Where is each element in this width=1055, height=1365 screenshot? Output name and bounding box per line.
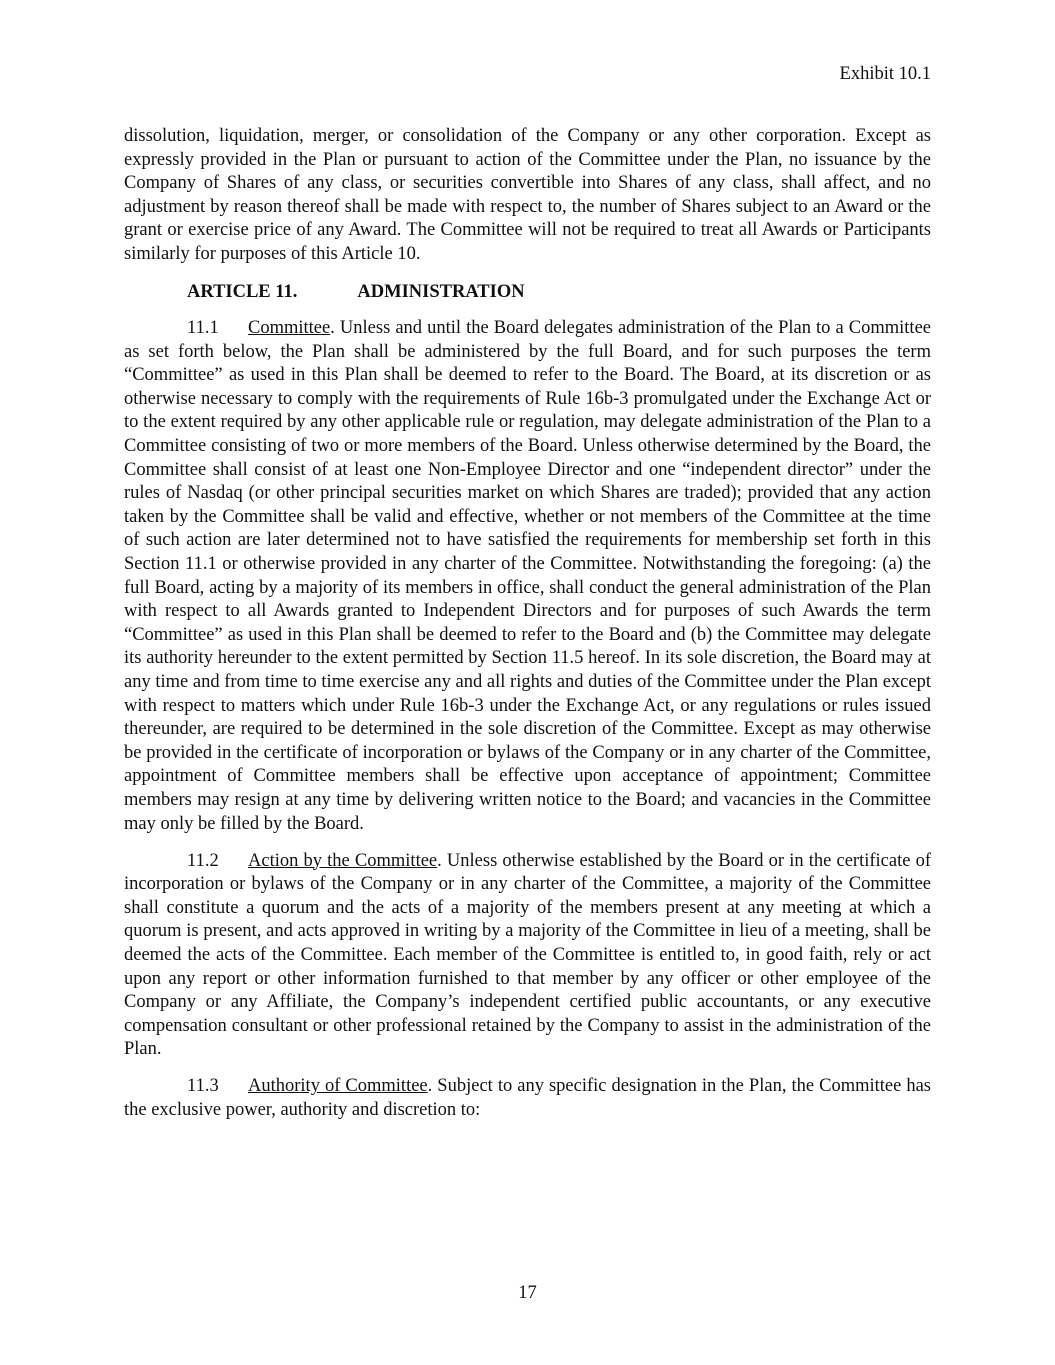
section-number: 11.3 [187, 1076, 219, 1097]
intro-paragraph: dissolution, liquidation, merger, or consolidation of the Company or any other corporation. Except as expressly provided in the Plan or pursuant to action of the Committee under the Plan, no issuance by the Company of Shares of any class, or securities convertible into Shares of any class, shall affect, and no adjustment by reason thereof shall be made with respect to, the number of Shares subject to an Award or the grant or exercise price of any Award. The Committee will not be required to treat all Awards or Participants similarly for purposes of this Article 10. [124, 126, 931, 264]
section-number: 11.1 [187, 318, 219, 339]
section-title: Authority of Committee [248, 1076, 428, 1097]
section-text: . Unless otherwise established by the Board or in the certificate of incorporation or bylaws of the Company or in any charter of the Committee, a majority of the Committee shall constitute a quorum and the acts of a majority of the members present at any meeting at which a quorum is present, and acts approved in writing by a majority of the Committee in lieu of a meeting, shall be deemed the acts of the Committee. Each member of the Committee is entitled to, in good faith, rely or act upon any report or other information furnished to that member by any officer or other employee of the Company or any Affiliate, the Company’s independent certified public accountants, or any executive compensation consultant or other professional retained by the Company to assist in the administration of the Plan. [124, 850, 932, 1060]
section-11-2 [124, 850, 931, 1062]
page-number: 17 [518, 1283, 537, 1303]
section-title: Committee [248, 318, 331, 339]
exhibit-label: Exhibit 10.1 [839, 64, 931, 84]
document-body [124, 125, 931, 1136]
article-number: ARTICLE 11. [187, 282, 298, 303]
section-text: . Subject to any specific designation in the Plan, the Committee has the exclusive power, authority and discretion to: [124, 1076, 932, 1121]
article-title: ADMINISTRATION [357, 282, 525, 303]
section-number: 11.2 [187, 850, 219, 871]
section-text: . Unless and until the Board delegates administration of the Plan to a Committee as set forth below, the Plan shall be administered by the full Board, and for such purposes the term “Committee” as used in this Plan shall be deemed to refer to the Board. The Board, at its discretion or as otherwise necessary to comply with the requirements of Rule 16b-3 promulgated under the Exchange Act or to the extent required by any other applicable rule or regulation, may delegate administration of the Plan to a Committee consisting of two or more members of the Board. Unless otherwise determined by the Board, the Committee shall consist of at least one Non-Employee Director and one “independent director” under the rules of Nasdaq (or other principal securities market on which Shares are traded); provided that any action taken by the Committee shall be valid and effective, whether or not members of the Committee at the time of such action are later determined not to have satisfied the requirements for membership set forth in this Section 11.1 or otherwise provided in any charter of the Committee. Notwithstanding the foregoing: (a) the full Board, acting by a majority of its members in office, shall conduct the general administration of the Plan with respect to all Awards granted to Independent Directors and for purposes of such Awards the term “Committee” as used in this Plan shall be deemed to refer to the Board and (b) the Committee may delegate its authority hereunder to the extent permitted by Section 11.5 hereof. In its sole discretion, the Board may at any time and from time to time exercise any and all rights and duties of the Committee under the Plan except with respect to matters which under Rule 16b-3 under the Exchange Act, or any regulations or rules issued thereunder, are required to be determined in the sole discretion of the Committee. Except as may otherwise be provided in the certificate of incorporation or bylaws of the Company or in any charter of the Committee, appointment of Committee members shall be effective upon acceptance of appointment; Committee members may resign at any time by delivering written notice to the Board; and vacancies in the Committee may only be filled by the Board. [124, 318, 931, 834]
article-heading [124, 280, 931, 304]
section-11-1 [124, 317, 931, 836]
section-title: Action by the Committee [248, 850, 438, 871]
section-11-3 [124, 1075, 931, 1122]
